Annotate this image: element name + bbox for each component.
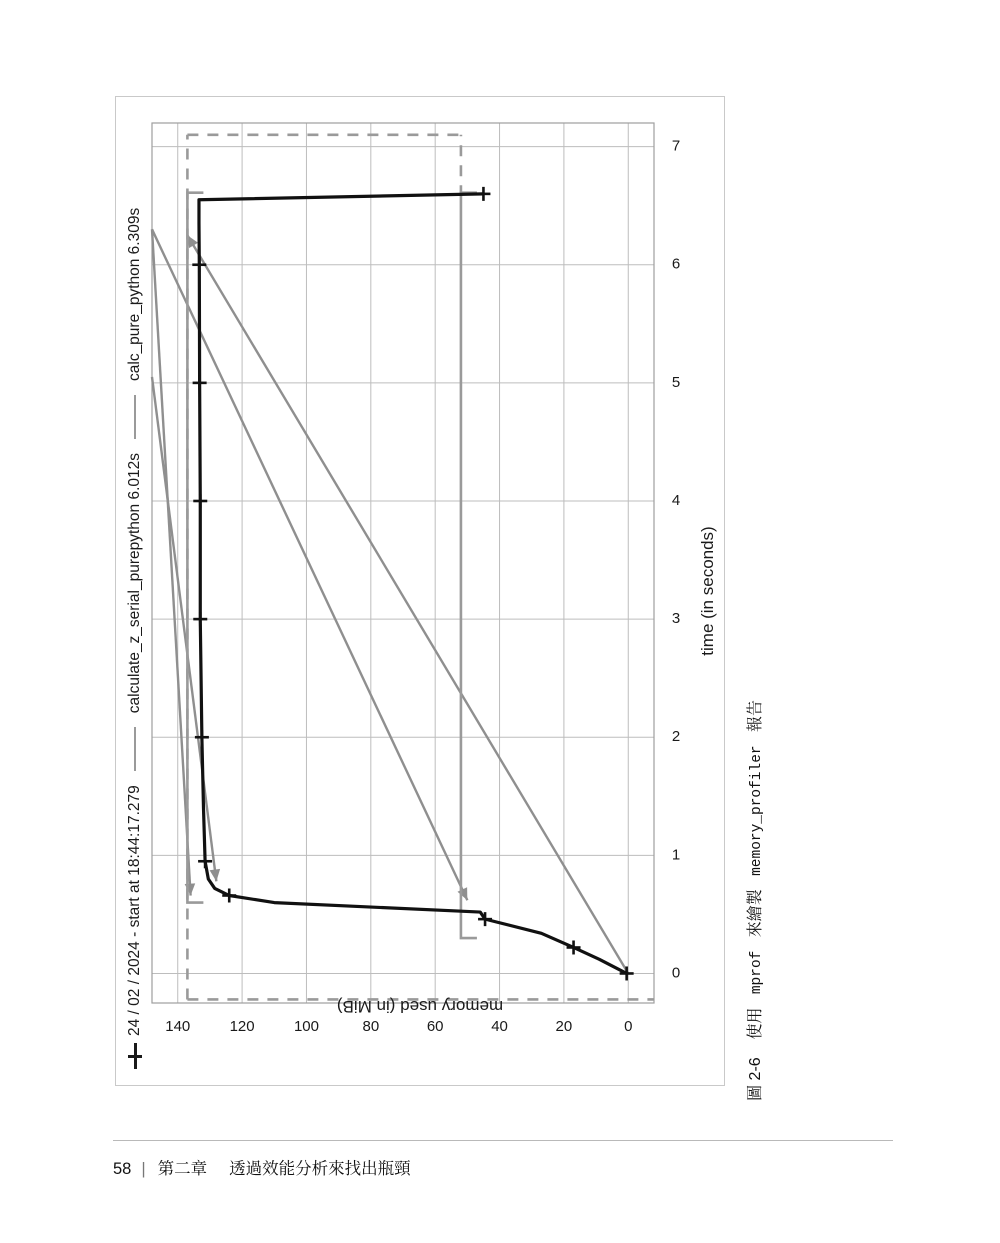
figure-box xyxy=(115,96,725,1086)
chart-plot xyxy=(116,97,724,1085)
svg-text:1: 1 xyxy=(671,846,681,864)
caption-mono-memory-profiler: memory_profiler xyxy=(749,745,765,876)
legend-label-1: calculate_z_serial_purepython 6.012s xyxy=(126,453,143,714)
annotation-arrows xyxy=(152,229,628,973)
svg-text:0: 0 xyxy=(671,964,681,982)
chart-rotated-container xyxy=(116,97,724,1085)
footer-separator: | xyxy=(141,1160,146,1178)
chapter-title: 透過效能分析來找出瓶頸 xyxy=(229,1160,411,1178)
caption-text-middle: 來繪製 xyxy=(747,889,764,938)
caption-mono-mprof: mprof xyxy=(749,950,765,995)
caption-text-before: 使用 xyxy=(747,1007,764,1040)
caption-label: 圖 2-6 xyxy=(747,1057,764,1101)
svg-text:3: 3 xyxy=(671,610,681,628)
figure-caption xyxy=(742,700,765,1101)
svg-text:100: 100 xyxy=(293,1017,319,1035)
y-axis-title: memory used (in MiB) xyxy=(336,996,504,1016)
memory-series-markers xyxy=(192,187,633,981)
svg-text:40: 40 xyxy=(491,1017,508,1035)
page-number: 58 xyxy=(113,1160,132,1178)
memory-series-line xyxy=(199,194,627,974)
page-footer xyxy=(113,1140,893,1179)
caption-text-after: 報告 xyxy=(747,700,764,733)
svg-text:20: 20 xyxy=(555,1017,573,1035)
legend-label-2: calc_pure_python 6.309s xyxy=(126,207,143,381)
svg-text:0: 0 xyxy=(624,1017,633,1035)
axes xyxy=(152,123,654,1003)
svg-text:5: 5 xyxy=(671,373,681,391)
legend-label-0: 24 / 02 / 2024 - start at 18:44:17.279 xyxy=(126,785,143,1036)
svg-text:120: 120 xyxy=(229,1017,255,1035)
gridlines xyxy=(152,123,654,1003)
svg-text:6: 6 xyxy=(671,255,681,273)
footer-divider xyxy=(113,1140,893,1141)
svg-text:60: 60 xyxy=(426,1017,444,1035)
svg-text:80: 80 xyxy=(362,1017,380,1035)
x-axis-title: time (in seconds) xyxy=(698,526,717,656)
svg-text:4: 4 xyxy=(671,491,681,509)
chapter-number: 第二章 xyxy=(157,1160,208,1178)
svg-text:140: 140 xyxy=(165,1017,191,1035)
svg-text:7: 7 xyxy=(671,137,681,155)
svg-text:2: 2 xyxy=(671,728,681,746)
